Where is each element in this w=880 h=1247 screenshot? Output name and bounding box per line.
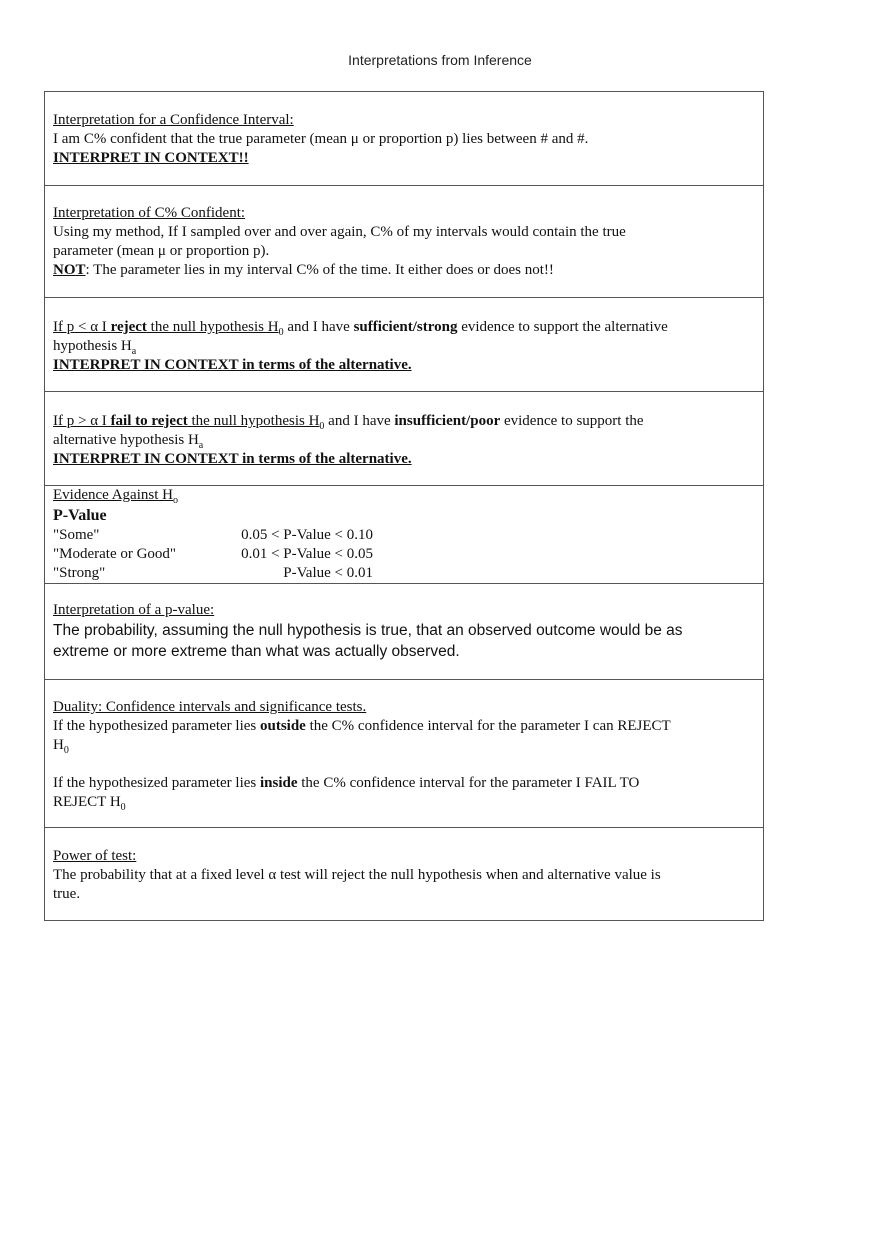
section-evidence [45, 486, 763, 584]
fail-line1: If p > α I fail to reject the null hypothesis $H_0$ and I have insufficient/poor evidence to support the [53, 413, 644, 432]
section-power [45, 828, 763, 920]
duality-p2-line1: If the hypothesized parameter lies inside the C% confidence interval for the parameter I FAIL TO [53, 775, 640, 791]
not-label: NOT [53, 262, 86, 278]
section-confidence-interval [45, 92, 763, 186]
fail-keyword: fail to reject [110, 413, 188, 429]
power-line2: true. [53, 886, 81, 902]
cconf-heading: Interpretation of C% Confident: [53, 205, 246, 221]
cconf-line1: Using my method, If I sampled over and over again, C% of my intervals would contain the true [53, 224, 626, 240]
reject-keyword: reject [110, 319, 147, 335]
reject-strength: sufficient/strong [353, 319, 458, 335]
fail-condition: If p > α I fail to reject the null hypothesis $H_0$ [53, 413, 325, 432]
fail-strength: insufficient/poor [394, 413, 501, 429]
cconf-line2: parameter (mean μ or proportion p). [53, 243, 270, 259]
reject-line2: hypothesis $H_a$ [53, 338, 137, 357]
evidence-row: "Strong" P-Value < 0.01 [53, 565, 373, 581]
duality-p1-line1: If the hypothesized parameter lies outside the C% confidence interval for the parameter I can REJECT [53, 718, 671, 734]
power-heading: Power of test: [53, 848, 137, 864]
ci-emphasis: INTERPRET IN CONTEXT!! [53, 150, 249, 166]
inside-keyword: inside [260, 775, 298, 791]
fail-emphasis: INTERPRET IN CONTEXT in terms of the alternative. [53, 451, 412, 467]
section-duality [45, 680, 763, 828]
not-text: : The parameter lies in my interval C% of the time. It either does or does not!! [85, 262, 554, 278]
section-fail-to-reject [45, 392, 763, 486]
section-reject [45, 298, 763, 392]
reject-line1: If p < α I reject the null hypothesis $H_0$ and I have sufficient/strong evidence to support the alternative [53, 319, 668, 338]
pvalue-line2: extreme or more extreme than what was actually observed. [53, 643, 460, 660]
duality-p1-line2: $H_0$ [53, 737, 69, 756]
outside-keyword: outside [260, 718, 306, 734]
power-line1: The probability that at a fixed level α test will reject the null hypothesis when and alternative value is [53, 867, 661, 883]
reject-emphasis: INTERPRET IN CONTEXT in terms of the alternative. [53, 357, 412, 373]
pvalue-heading: Interpretation of a p-value: [53, 602, 215, 618]
pvalue-column-header: P-Value [53, 507, 107, 524]
evidence-row: "Moderate or Good" 0.01 < P-Value < 0.05 [53, 546, 373, 562]
section-p-value [45, 584, 763, 680]
evidence-heading: Evidence Against $H_o$ [53, 487, 178, 506]
duality-heading: Duality: Confidence intervals and significance tests. [53, 699, 367, 715]
ci-heading: Interpretation for a Confidence Interval: [53, 112, 294, 128]
ci-body: I am C% confident that the true parameter (mean μ or proportion p) lies between # and #. [53, 131, 589, 147]
page-title: Interpretations from Inference [348, 52, 532, 68]
pvalue-line1: The probability, assuming the null hypothesis is true, that an observed outcome would be as [53, 622, 683, 639]
reject-condition: If p < α I reject the null hypothesis $H_0$ [53, 319, 284, 338]
section-c-confident [45, 186, 763, 298]
cconf-not-line [53, 261, 755, 280]
inference-table [44, 91, 764, 921]
duality-p2-line2: REJECT $H_0$ [53, 794, 126, 813]
evidence-row: "Some" 0.05 < P-Value < 0.10 [53, 527, 373, 543]
fail-line2: alternative hypothesis $H_a$ [53, 432, 204, 451]
